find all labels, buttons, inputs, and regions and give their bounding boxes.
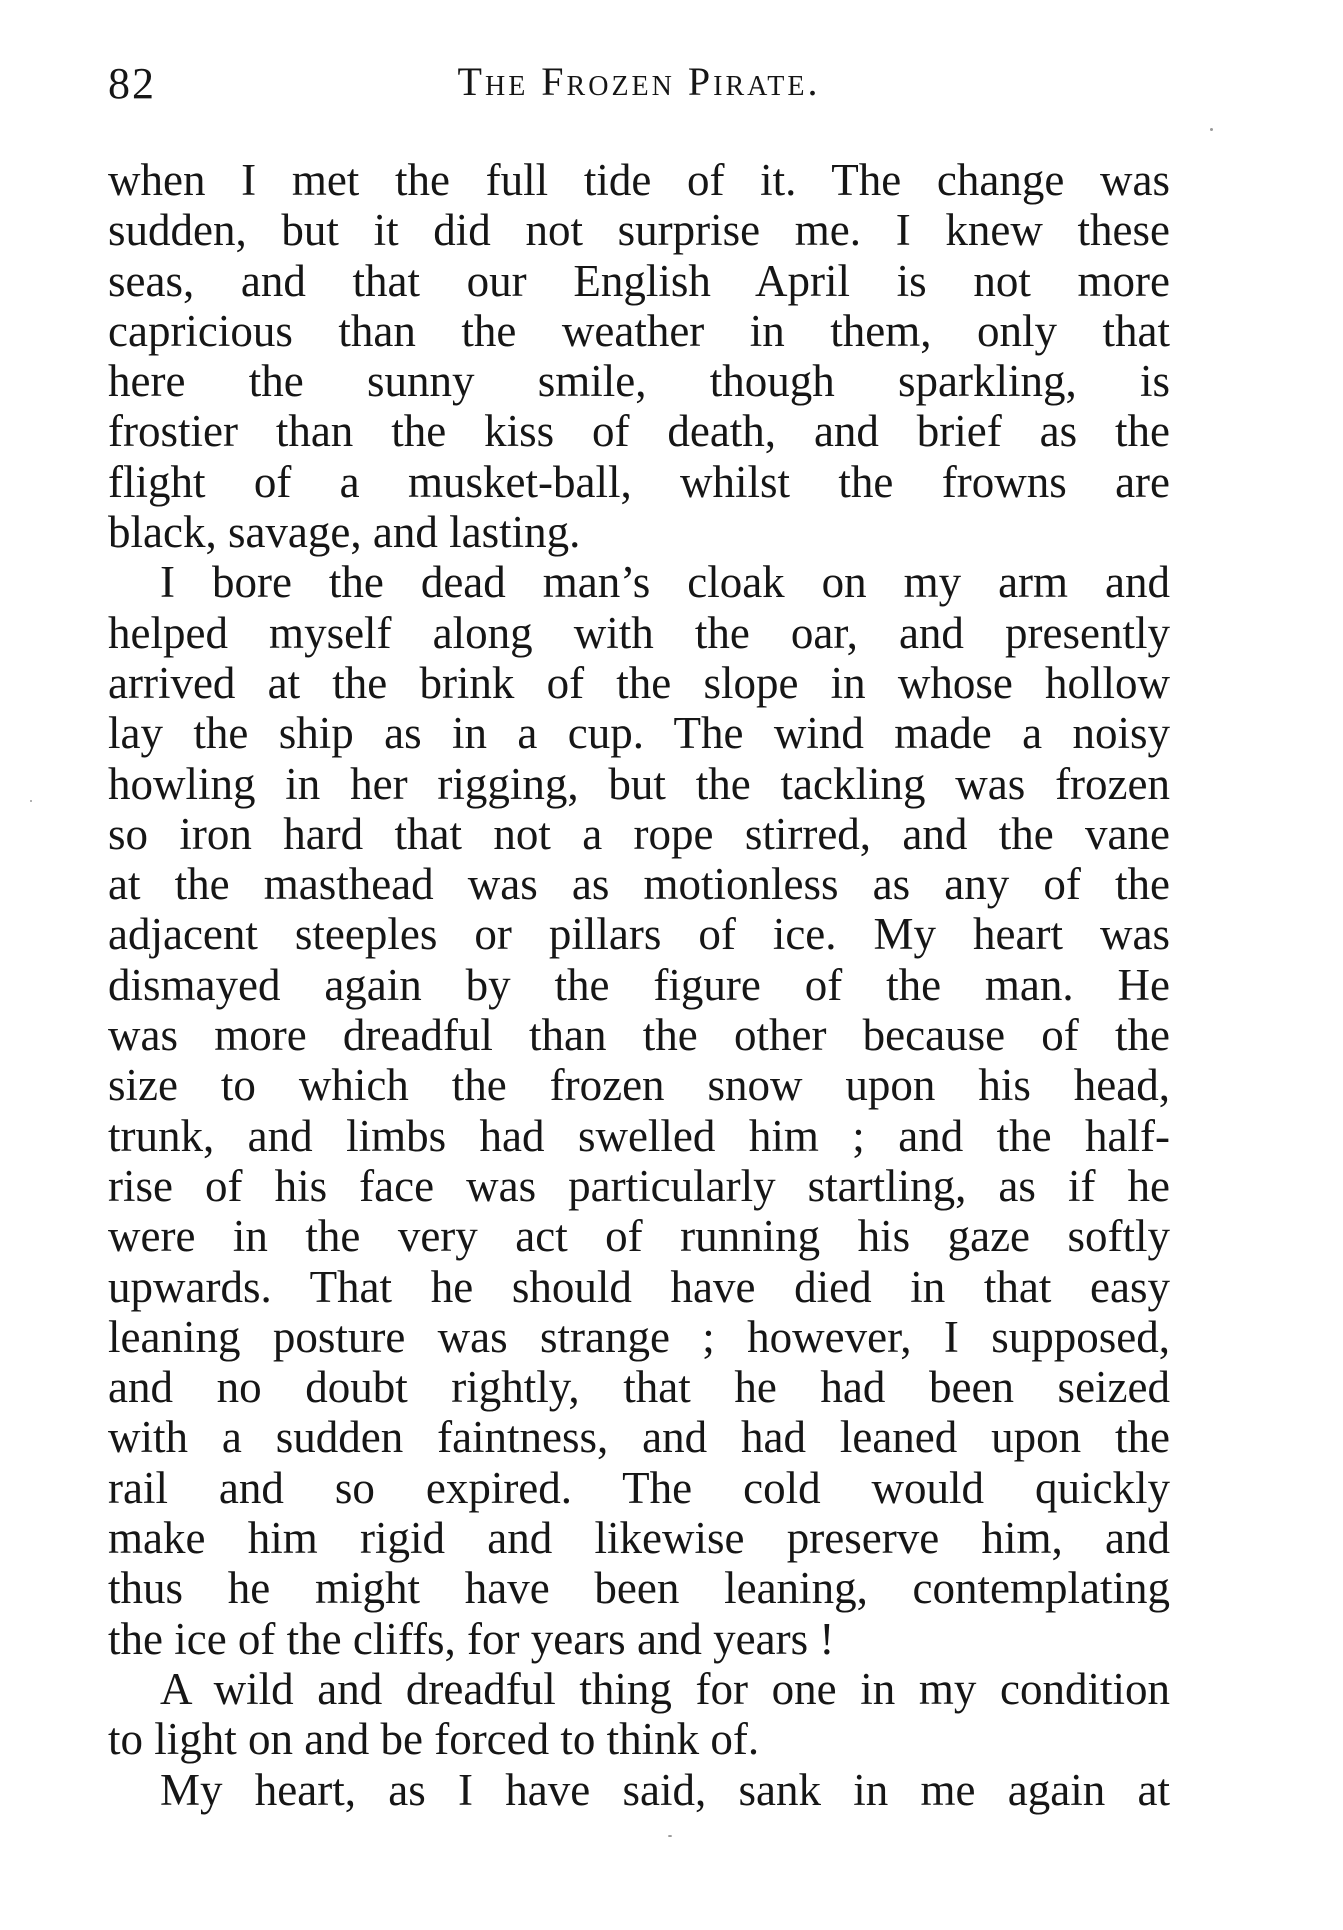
text-line: upwards. That he should have died in that easy: [108, 1261, 1170, 1312]
text-line: dismayed again by the figure of the man. He: [108, 959, 1170, 1010]
scan-speck: [1210, 128, 1213, 131]
text-line: frostier than the kiss of death, and brief as the: [108, 406, 1170, 457]
paragraph-start-line: My heart, as I have said, sank in me again at: [160, 1764, 1170, 1815]
text-line: sudden, but it did not surprise me. I knew these: [108, 205, 1170, 256]
text-line: helped myself along with the oar, and presently: [108, 607, 1170, 658]
text-line: seas, and that our English April is not more: [108, 255, 1170, 306]
text-line: was more dreadful than the other because of the: [108, 1010, 1170, 1061]
scan-speck: [30, 800, 32, 802]
text-line: here the sunny smile, though sparkling, is: [108, 356, 1170, 407]
paragraph-end-line: the ice of the cliffs, for years and years !: [108, 1613, 835, 1664]
text-line: rail and so expired. The cold would quickly: [108, 1462, 1170, 1513]
paragraph-end-line: to light on and be forced to think of.: [108, 1714, 760, 1765]
text-line: so iron hard that not a rope stirred, and the vane: [108, 808, 1170, 859]
text-line: size to which the frozen snow upon his head,: [108, 1060, 1170, 1111]
text-line: howling in her rigging, but the tackling was frozen: [108, 758, 1170, 809]
text-line: rise of his face was particularly startling, as if he: [108, 1160, 1170, 1211]
text-line: were in the very act of running his gaze softly: [108, 1211, 1170, 1262]
page-header: [108, 58, 1170, 110]
text-line: arrived at the brink of the slope in whose hollow: [108, 657, 1170, 708]
text-line: leaning posture was strange ; however, I supposed,: [108, 1311, 1170, 1362]
text-line: with a sudden faintness, and had leaned upon the: [108, 1412, 1170, 1463]
text-line: capricious than the weather in them, only that: [108, 305, 1170, 356]
text-line: and no doubt rightly, that he had been seized: [108, 1362, 1170, 1413]
text-line: at the masthead was as motionless as any of the: [108, 859, 1170, 910]
text-line: adjacent steeples or pillars of ice. My heart was: [108, 909, 1170, 960]
paragraph-start-line: A wild and dreadful thing for one in my condition: [160, 1663, 1170, 1714]
page-number: 82: [108, 59, 156, 108]
running-title: The Frozen Pirate.: [457, 59, 821, 104]
text-line: lay the ship as in a cup. The wind made a noisy: [108, 708, 1170, 759]
paragraph-start-line: I bore the dead man’s cloak on my arm and: [160, 557, 1170, 608]
scan-speck: [668, 1835, 672, 1837]
body-text: [108, 155, 1170, 1815]
text-line: thus he might have been leaning, contemplating: [108, 1563, 1170, 1614]
text-line: when I met the full tide of it. The change was: [108, 155, 1170, 205]
paragraph-end-line: black, savage, and lasting.: [108, 507, 581, 558]
text-line: make him rigid and likewise preserve him, and: [108, 1513, 1170, 1564]
text-line: flight of a musket-ball, whilst the frowns are: [108, 456, 1170, 507]
text-line: trunk, and limbs had swelled him ; and the half-: [108, 1110, 1170, 1161]
